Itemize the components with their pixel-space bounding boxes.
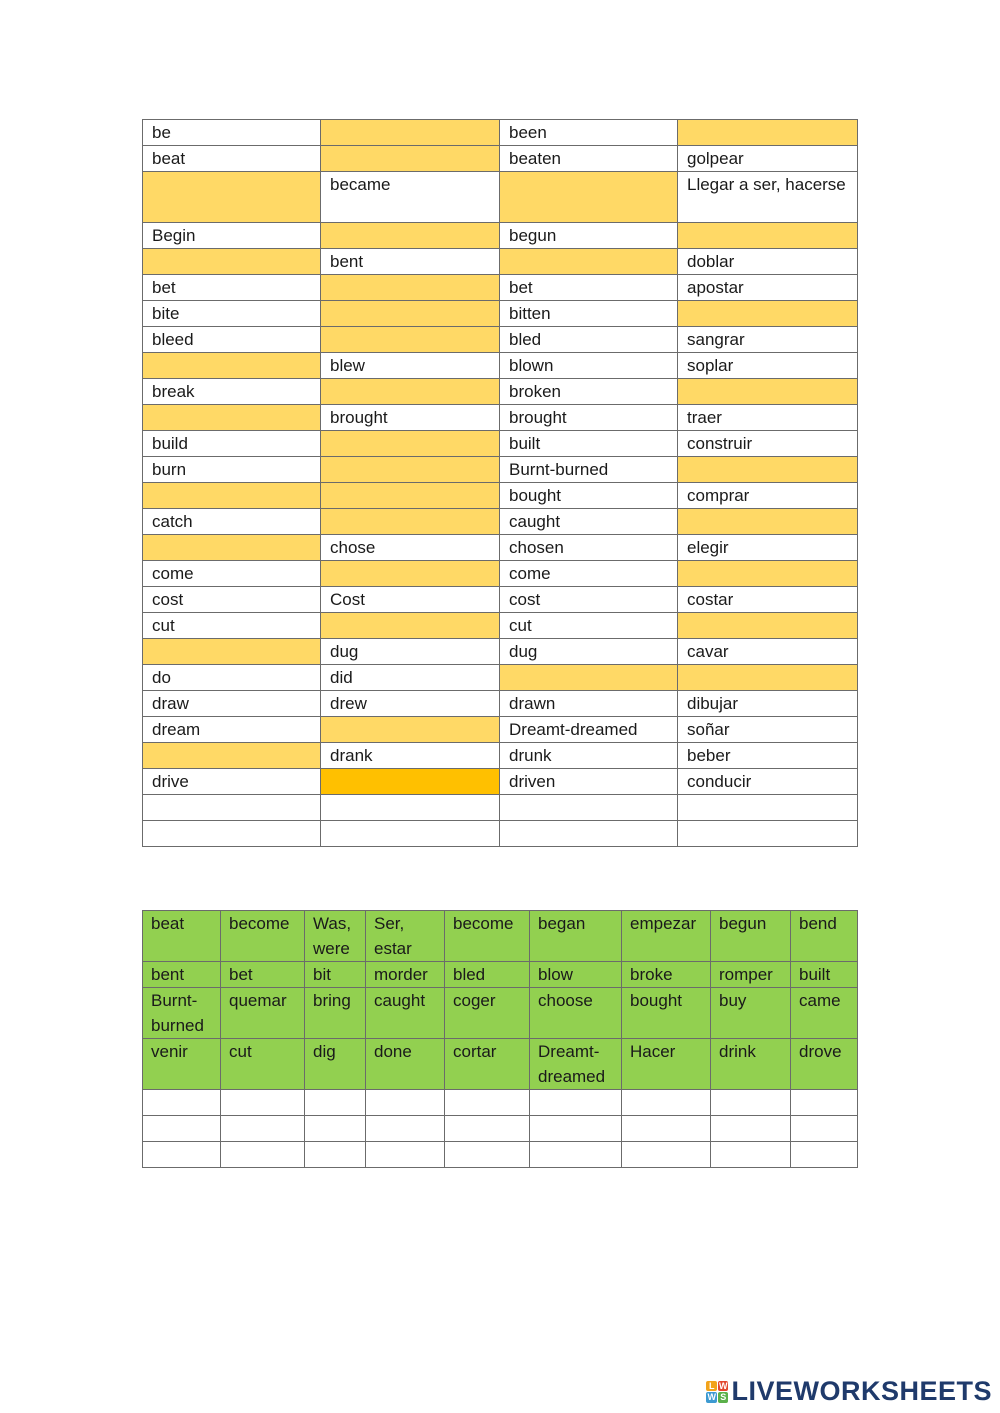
word-chip[interactable]: cut [221,1039,305,1090]
answer-cell[interactable] [678,665,858,691]
empty-cell [530,1142,622,1168]
verb-cell: golpear [678,146,858,172]
word-bank-table [142,910,858,1168]
verb-row [143,509,858,535]
verb-cell: cut [143,613,321,639]
verb-cell: chose [321,535,500,561]
word-chip[interactable]: choose [530,988,622,1039]
word-chip[interactable]: cortar [445,1039,530,1090]
word-chip[interactable]: built [791,962,858,988]
answer-cell[interactable] [321,769,500,795]
word-chip[interactable]: bent [143,962,221,988]
word-bank-row [143,962,858,988]
verb-cell: catch [143,509,321,535]
verb-cell: conducir [678,769,858,795]
verb-cell: Llegar a ser, hacerse [678,172,858,223]
verb-cell [500,795,678,821]
verb-cell [143,795,321,821]
empty-cell [530,1090,622,1116]
word-chip[interactable]: came [791,988,858,1039]
word-chip[interactable]: dig [305,1039,366,1090]
answer-cell[interactable] [143,353,321,379]
verb-cell: come [500,561,678,587]
word-chip[interactable]: caught [366,988,445,1039]
verb-row [143,795,858,821]
empty-cell [791,1142,858,1168]
verb-cell: dug [321,639,500,665]
verb-cell: Cost [321,587,500,613]
word-chip[interactable]: coger [445,988,530,1039]
empty-cell [445,1142,530,1168]
verb-row [143,691,858,717]
answer-cell[interactable] [678,223,858,249]
verb-row [143,405,858,431]
verb-cell [143,821,321,847]
verb-cell: drawn [500,691,678,717]
verb-cell: beber [678,743,858,769]
word-bank-row [143,988,858,1039]
empty-cell [221,1142,305,1168]
verb-cell: bet [500,275,678,301]
empty-cell [711,1090,791,1116]
logo-letter: L [706,1381,717,1392]
verb-row [143,769,858,795]
answer-cell[interactable] [321,223,500,249]
verb-cell: soplar [678,353,858,379]
verb-cell: did [321,665,500,691]
verb-row [143,561,858,587]
answer-cell[interactable] [678,457,858,483]
word-chip[interactable]: become [221,911,305,962]
empty-cell [791,1090,858,1116]
word-bank-body [143,911,858,1168]
word-chip[interactable]: bend [791,911,858,962]
verb-cell: sangrar [678,327,858,353]
verb-row [143,301,858,327]
answer-cell[interactable] [678,120,858,146]
answer-cell[interactable] [678,301,858,327]
verb-cell: chosen [500,535,678,561]
answer-cell[interactable] [500,665,678,691]
empty-cell [143,1090,221,1116]
verb-row [143,275,858,301]
verb-cell: drive [143,769,321,795]
answer-cell[interactable] [321,483,500,509]
word-bank-row [143,1142,858,1168]
verb-cell: blown [500,353,678,379]
logo-letter: W [707,1392,716,1402]
verb-cell: apostar [678,275,858,301]
answer-cell[interactable] [500,249,678,275]
verb-cell: cost [500,587,678,613]
logo-icon [706,1381,728,1403]
verb-row [143,457,858,483]
verb-cell: build [143,431,321,457]
verb-cell: bent [321,249,500,275]
verb-cell: costar [678,587,858,613]
word-bank-row [143,1090,858,1116]
verb-cell: dream [143,717,321,743]
word-chip[interactable]: begun [711,911,791,962]
verb-cell [678,821,858,847]
verb-cell: break [143,379,321,405]
word-chip[interactable]: become [445,911,530,962]
answer-cell[interactable] [321,120,500,146]
verb-cell [678,795,858,821]
answer-cell[interactable] [143,172,321,223]
verb-cell: cost [143,587,321,613]
verb-row [143,743,858,769]
verb-cell: blew [321,353,500,379]
logo-letter: S [718,1392,729,1403]
answer-cell[interactable] [143,249,321,275]
answer-cell[interactable] [321,275,500,301]
empty-cell [711,1142,791,1168]
verb-cell: broken [500,379,678,405]
verb-cell: bite [143,301,321,327]
empty-cell [445,1090,530,1116]
word-chip[interactable]: quemar [221,988,305,1039]
verb-cell: elegir [678,535,858,561]
verb-cell: brought [500,405,678,431]
verb-cell: burn [143,457,321,483]
empty-cell [305,1116,366,1142]
empty-cell [366,1090,445,1116]
verb-cell: construir [678,431,858,457]
answer-cell[interactable] [321,717,500,743]
word-chip[interactable]: bought [622,988,711,1039]
verb-cell: bled [500,327,678,353]
answer-cell[interactable] [321,561,500,587]
verb-cell: drunk [500,743,678,769]
verb-row [143,613,858,639]
verb-cell: Burnt-burned [500,457,678,483]
word-chip[interactable]: empezar [622,911,711,962]
answer-cell[interactable] [678,379,858,405]
verb-cell: bet [143,275,321,301]
word-chip[interactable]: broke [622,962,711,988]
answer-cell[interactable] [500,172,678,223]
empty-cell [221,1090,305,1116]
verb-cell: be [143,120,321,146]
empty-cell [622,1116,711,1142]
verb-cell: Dreamt-dreamed [500,717,678,743]
verb-row [143,639,858,665]
verb-cell: brought [321,405,500,431]
verb-cell: traer [678,405,858,431]
empty-cell [143,1116,221,1142]
word-bank-row [143,1039,858,1090]
answer-cell[interactable] [321,146,500,172]
verb-cell: drank [321,743,500,769]
empty-cell [791,1116,858,1142]
empty-cell [366,1116,445,1142]
brand-name: LIVEWORKSHEETS [731,1376,992,1406]
verb-cell: bleed [143,327,321,353]
verb-cell: begun [500,223,678,249]
verb-cell: dug [500,639,678,665]
empty-cell [622,1142,711,1168]
liveworksheets-logo [706,1376,992,1407]
empty-cell [305,1090,366,1116]
word-chip[interactable]: romper [711,962,791,988]
empty-cell [221,1116,305,1142]
verb-cell: drew [321,691,500,717]
word-bank-row [143,1116,858,1142]
empty-cell [366,1142,445,1168]
verb-cell: caught [500,509,678,535]
verb-row [143,587,858,613]
verb-cell [500,821,678,847]
answer-cell[interactable] [678,509,858,535]
answer-cell[interactable] [321,457,500,483]
verb-row [143,249,858,275]
word-chip[interactable]: began [530,911,622,962]
verb-cell: beaten [500,146,678,172]
verb-cell [321,821,500,847]
verb-row [143,717,858,743]
answer-cell[interactable] [143,743,321,769]
logo-letter: W [718,1380,728,1391]
answer-cell[interactable] [678,613,858,639]
verbs-table-body [143,120,858,847]
empty-cell [530,1116,622,1142]
word-chip[interactable]: Ser, estar [366,911,445,962]
verb-cell: Begin [143,223,321,249]
word-chip[interactable]: bit [305,962,366,988]
empty-cell [711,1116,791,1142]
verb-row [143,665,858,691]
verb-cell: been [500,120,678,146]
irregular-verbs-table [142,119,858,847]
answer-cell[interactable] [143,535,321,561]
verb-row [143,327,858,353]
verb-cell: beat [143,146,321,172]
answer-cell[interactable] [321,327,500,353]
answer-cell[interactable] [321,379,500,405]
answer-cell[interactable] [321,431,500,457]
empty-cell [445,1116,530,1142]
verb-cell: doblar [678,249,858,275]
word-chip[interactable]: Dreamt-dreamed [530,1039,622,1090]
verb-cell: draw [143,691,321,717]
answer-cell[interactable] [143,639,321,665]
word-chip[interactable]: blow [530,962,622,988]
answer-cell[interactable] [143,405,321,431]
verb-row [143,172,858,223]
word-chip[interactable]: venir [143,1039,221,1090]
verb-row [143,535,858,561]
word-chip[interactable]: beat [143,911,221,962]
verb-cell [321,795,500,821]
verb-cell: cavar [678,639,858,665]
word-chip[interactable]: Was, were [305,911,366,962]
verb-row [143,431,858,457]
verb-cell: soñar [678,717,858,743]
word-chip[interactable]: buy [711,988,791,1039]
verb-row [143,353,858,379]
empty-cell [305,1142,366,1168]
verb-cell: come [143,561,321,587]
empty-cell [622,1090,711,1116]
word-chip[interactable]: drink [711,1039,791,1090]
word-chip[interactable]: drove [791,1039,858,1090]
verb-cell: do [143,665,321,691]
word-chip[interactable]: Hacer [622,1039,711,1090]
word-chip[interactable]: bled [445,962,530,988]
answer-cell[interactable] [678,561,858,587]
verb-row [143,379,858,405]
verb-row [143,146,858,172]
verb-cell: dibujar [678,691,858,717]
verb-row [143,483,858,509]
verb-cell: comprar [678,483,858,509]
verb-cell: became [321,172,500,223]
empty-cell [143,1142,221,1168]
word-chip[interactable]: morder [366,962,445,988]
answer-cell[interactable] [321,613,500,639]
answer-cell[interactable] [321,301,500,327]
verb-row [143,821,858,847]
word-chip[interactable]: Burnt-burned [143,988,221,1039]
word-chip[interactable]: bring [305,988,366,1039]
verb-cell: cut [500,613,678,639]
answer-cell[interactable] [321,509,500,535]
verb-cell: bitten [500,301,678,327]
verb-row [143,223,858,249]
word-chip[interactable]: bet [221,962,305,988]
word-bank-row [143,911,858,962]
verb-cell: built [500,431,678,457]
word-chip[interactable]: done [366,1039,445,1090]
answer-cell[interactable] [143,483,321,509]
verb-cell: bought [500,483,678,509]
verb-row [143,120,858,146]
verb-cell: driven [500,769,678,795]
